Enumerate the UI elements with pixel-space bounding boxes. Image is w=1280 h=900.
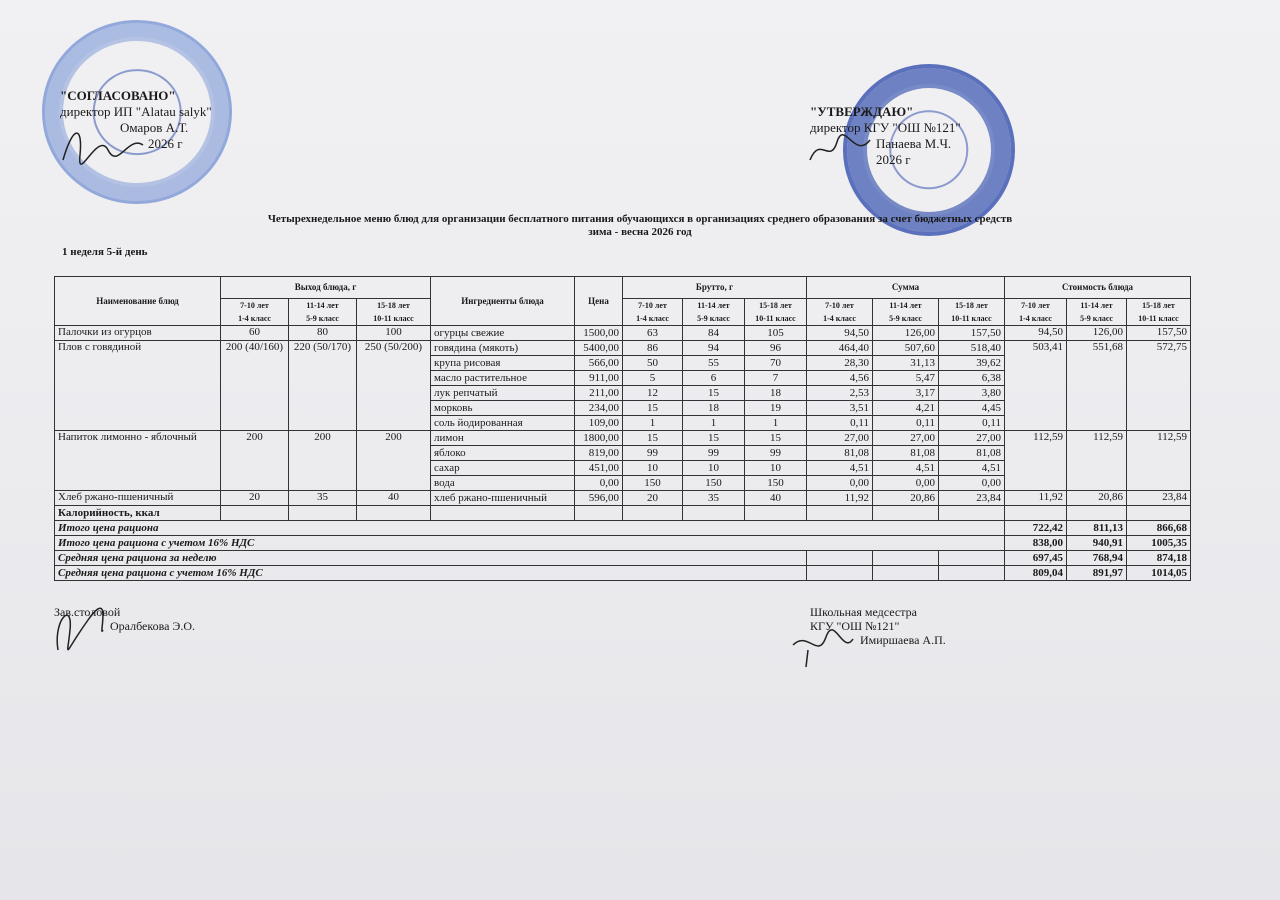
header-group-age: 7-10 лет: [825, 301, 854, 310]
week-day-label: 1 неделя 5-й день: [62, 246, 148, 258]
header-gross-group-2: [745, 299, 807, 326]
dish-cost: 157,50: [1127, 326, 1191, 341]
ingredient-name: вода: [431, 476, 575, 491]
empty-cell: [1005, 506, 1067, 521]
empty-cell: [1067, 506, 1127, 521]
ingredient-name: яблоко: [431, 446, 575, 461]
ingredient-gross: 99: [745, 446, 807, 461]
ingredient-name: лимон: [431, 431, 575, 446]
header-group-class: 1-4 класс: [1019, 314, 1052, 323]
ingredient-sum: 23,84: [939, 491, 1005, 506]
calories-label: Калорийность, ккал: [55, 506, 221, 521]
header-group-age: 7-10 лет: [638, 301, 667, 310]
empty-cell: [431, 506, 575, 521]
total-label: Средняя цена рациона с учетом 16% НДС: [55, 566, 807, 581]
approval-approved-name: Панаева М.Ч.: [876, 136, 952, 151]
dish-cost: 112,59: [1067, 431, 1127, 491]
dish-cost: 94,50: [1005, 326, 1067, 341]
header-cost-group-2: [1127, 299, 1191, 326]
ingredient-gross: 15: [683, 431, 745, 446]
header-cost-group-0: [1005, 299, 1067, 326]
header-ingredients: Ингредиенты блюда: [431, 277, 575, 326]
ingredient-sum: 81,08: [873, 446, 939, 461]
total-value: 809,04: [1005, 566, 1067, 581]
dish-name: Плов с говядиной: [55, 341, 221, 431]
empty-cell: [807, 566, 873, 581]
ingredient-gross: 55: [683, 356, 745, 371]
signature-director-right: [805, 130, 875, 170]
dish-yield: 220 (50/170): [289, 341, 357, 431]
signature-director-left: [58, 120, 148, 170]
dish-yield: 200: [289, 431, 357, 491]
ingredient-price: 451,00: [575, 461, 623, 476]
ingredient-sum: 3,80: [939, 386, 1005, 401]
header-group-class: 5-9 класс: [1080, 314, 1113, 323]
table-row: [55, 431, 1191, 446]
ingredient-sum: 2,53: [807, 386, 873, 401]
ingredient-price: 1500,00: [575, 326, 623, 341]
dish-yield: 60: [221, 326, 289, 341]
ingredient-gross: 1: [623, 416, 683, 431]
dish-cost: 112,59: [1005, 431, 1067, 491]
ingredient-gross: 1: [683, 416, 745, 431]
empty-cell: [357, 506, 431, 521]
dish-name: Хлеб ржано-пшеничный: [55, 491, 221, 506]
signature-nurse-scribble: [788, 625, 858, 670]
dish-yield: 250 (50/200): [357, 341, 431, 431]
ingredient-name: крупа рисовая: [431, 356, 575, 371]
ingredient-gross: 10: [623, 461, 683, 476]
ingredient-sum: 11,92: [807, 491, 873, 506]
ingredient-gross: 150: [745, 476, 807, 491]
ingredient-gross: 105: [745, 326, 807, 341]
ingredient-sum: 5,47: [873, 371, 939, 386]
approval-agreed-heading: "СОГЛАСОВАНО": [60, 88, 176, 103]
ingredient-gross: 15: [683, 386, 745, 401]
empty-cell: [939, 506, 1005, 521]
total-label: Итого цена рациона: [55, 521, 1005, 536]
dish-yield: 35: [289, 491, 357, 506]
dish-cost: 572,75: [1127, 341, 1191, 431]
ingredient-gross: 99: [683, 446, 745, 461]
dish-name: Палочки из огурцов: [55, 326, 221, 341]
ingredient-price: 911,00: [575, 371, 623, 386]
ingredient-name: масло растительное: [431, 371, 575, 386]
total-value: 697,45: [1005, 551, 1067, 566]
ingredient-sum: 0,11: [939, 416, 1005, 431]
ingredient-gross: 19: [745, 401, 807, 416]
ingredient-gross: 15: [623, 401, 683, 416]
ingredient-sum: 27,00: [939, 431, 1005, 446]
ingredient-gross: 40: [745, 491, 807, 506]
ingredient-gross: 10: [745, 461, 807, 476]
ingredient-name: говядина (мякоть): [431, 341, 575, 356]
header-group-class: 5-9 класс: [697, 314, 730, 323]
table-row: [55, 326, 1191, 341]
ingredient-sum: 4,56: [807, 371, 873, 386]
ingredient-sum: 4,51: [873, 461, 939, 476]
ingredient-sum: 31,13: [873, 356, 939, 371]
ingredient-sum: 157,50: [939, 326, 1005, 341]
signature-nurse-org: КГУ "ОШ №121": [810, 619, 900, 633]
header-group-class: 10-11 класс: [1138, 314, 1179, 323]
header-group-age: 7-10 лет: [240, 301, 269, 310]
signature-nurse-name: Имиршаева А.П.: [860, 633, 946, 647]
empty-cell: [1127, 506, 1191, 521]
dish-yield: 200: [357, 431, 431, 491]
dish-yield: 40: [357, 491, 431, 506]
ingredient-name: морковь: [431, 401, 575, 416]
total-value: 1005,35: [1127, 536, 1191, 551]
signature-nurse-title: Школьная медсестра: [810, 605, 917, 619]
empty-cell: [939, 551, 1005, 566]
ingredient-sum: 4,51: [939, 461, 1005, 476]
ingredient-sum: 3,51: [807, 401, 873, 416]
header-gross-group-1: [683, 299, 745, 326]
ingredient-gross: 96: [745, 341, 807, 356]
dish-yield: 20: [221, 491, 289, 506]
header-sum: Сумма: [807, 277, 1005, 299]
ingredient-gross: 20: [623, 491, 683, 506]
header-group-age: 11-14 лет: [889, 301, 922, 310]
approval-approved-heading: "УТВЕРЖДАЮ": [810, 104, 914, 119]
ingredient-price: 0,00: [575, 476, 623, 491]
ingredient-price: 211,00: [575, 386, 623, 401]
approval-agreed-date: 2026 г: [148, 136, 183, 151]
ingredient-sum: 6,38: [939, 371, 1005, 386]
ingredient-sum: 28,30: [807, 356, 873, 371]
ingredient-sum: 0,11: [873, 416, 939, 431]
total-label: Средняя цена рациона за неделю: [55, 551, 807, 566]
ingredient-price: 596,00: [575, 491, 623, 506]
ingredient-gross: 86: [623, 341, 683, 356]
header-group-class: 10-11 класс: [373, 314, 414, 323]
ingredient-sum: 464,40: [807, 341, 873, 356]
empty-cell: [873, 506, 939, 521]
dish-cost: 23,84: [1127, 491, 1191, 506]
header-group-class: 10-11 класс: [951, 314, 992, 323]
dish-cost: 112,59: [1127, 431, 1191, 491]
empty-cell: [873, 566, 939, 581]
ingredient-name: сахар: [431, 461, 575, 476]
total-value: 1014,05: [1127, 566, 1191, 581]
ingredient-gross: 50: [623, 356, 683, 371]
header-yield-group-1: [289, 299, 357, 326]
header-price: Цена: [575, 277, 623, 326]
header-group-class: 1-4 класс: [238, 314, 271, 323]
header-cost-group-1: [1067, 299, 1127, 326]
header-group-age: 11-14 лет: [697, 301, 730, 310]
total-row: [55, 536, 1191, 551]
dish-cost: 126,00: [1067, 326, 1127, 341]
signature-cook-name: Оралбекова Э.О.: [110, 619, 196, 633]
total-value: 866,68: [1127, 521, 1191, 536]
dish-cost: 20,86: [1067, 491, 1127, 506]
ingredient-price: 109,00: [575, 416, 623, 431]
empty-cell: [575, 506, 623, 521]
total-value: 838,00: [1005, 536, 1067, 551]
ingredient-sum: 0,00: [939, 476, 1005, 491]
approval-agreed-name: Омаров А.Т.: [120, 120, 189, 135]
signature-cook-scribble: [48, 600, 108, 656]
document-title-line1: Четырехнедельное меню блюд для организации бесплатного питания обучающихся в организациях среднего образования за счет бюджетных средств: [267, 213, 1013, 225]
ingredient-gross: 150: [683, 476, 745, 491]
header-gross-group-0: [623, 299, 683, 326]
header-group-age: 15-18 лет: [955, 301, 988, 310]
ingredient-sum: 81,08: [939, 446, 1005, 461]
ingredient-gross: 15: [623, 431, 683, 446]
total-value: 768,94: [1067, 551, 1127, 566]
ingredient-sum: 4,45: [939, 401, 1005, 416]
header-sum-group-1: [873, 299, 939, 326]
header-group-age: 15-18 лет: [759, 301, 792, 310]
table-row: [55, 341, 1191, 356]
ingredient-price: 819,00: [575, 446, 623, 461]
header-group-age: 15-18 лет: [377, 301, 410, 310]
ingredient-gross: 10: [683, 461, 745, 476]
ingredient-gross: 7: [745, 371, 807, 386]
ingredient-sum: 81,08: [807, 446, 873, 461]
header-group-class: 1-4 класс: [636, 314, 669, 323]
total-value: 891,97: [1067, 566, 1127, 581]
header-group-class: 1-4 класс: [823, 314, 856, 323]
ingredient-name: хлеб ржано-пшеничный: [431, 491, 575, 506]
dish-cost: 503,41: [1005, 341, 1067, 431]
ingredient-price: 1800,00: [575, 431, 623, 446]
menu-table: [54, 276, 1191, 581]
header-cost: Стоимость блюда: [1005, 277, 1191, 299]
header-sum-group-2: [939, 299, 1005, 326]
ingredient-sum: 507,60: [873, 341, 939, 356]
ingredient-sum: 27,00: [873, 431, 939, 446]
ingredient-name: лук репчатый: [431, 386, 575, 401]
header-group-age: 11-14 лет: [306, 301, 339, 310]
ingredient-gross: 15: [745, 431, 807, 446]
ingredient-gross: 70: [745, 356, 807, 371]
ingredient-gross: 99: [623, 446, 683, 461]
ingredient-gross: 6: [683, 371, 745, 386]
header-group-class: 10-11 класс: [755, 314, 796, 323]
ingredient-price: 234,00: [575, 401, 623, 416]
dish-yield: 80: [289, 326, 357, 341]
empty-cell: [807, 551, 873, 566]
ingredient-gross: 18: [745, 386, 807, 401]
header-group-age: 11-14 лет: [1080, 301, 1113, 310]
header-yield-group-2: [357, 299, 431, 326]
ingredient-sum: 20,86: [873, 491, 939, 506]
signature-cook-title: Зав.столовой: [54, 605, 121, 619]
empty-cell: [807, 506, 873, 521]
dish-yield: 200: [221, 431, 289, 491]
approval-agreed-position: директор ИП "Alatau salyk": [60, 104, 212, 119]
header-group-class: 5-9 класс: [306, 314, 339, 323]
ingredient-sum: 3,17: [873, 386, 939, 401]
ingredient-gross: 84: [683, 326, 745, 341]
ingredient-price: 566,00: [575, 356, 623, 371]
header-yield-group-0: [221, 299, 289, 326]
ingredient-sum: 0,00: [873, 476, 939, 491]
ingredient-sum: 0,11: [807, 416, 873, 431]
approval-approved-position: директор КГУ "ОШ №121": [810, 120, 961, 135]
ingredient-gross: 63: [623, 326, 683, 341]
total-row: [55, 521, 1191, 536]
header-group-age: 15-18 лет: [1142, 301, 1175, 310]
dish-cost: 551,68: [1067, 341, 1127, 431]
ingredient-sum: 27,00: [807, 431, 873, 446]
ingredient-price: 5400,00: [575, 341, 623, 356]
empty-cell: [683, 506, 745, 521]
dish-yield: 200 (40/160): [221, 341, 289, 431]
dish-name: Напиток лимонно - яблочный: [55, 431, 221, 491]
ingredient-sum: 39,62: [939, 356, 1005, 371]
ingredient-name: соль йодированная: [431, 416, 575, 431]
ingredient-sum: 126,00: [873, 326, 939, 341]
ingredient-gross: 18: [683, 401, 745, 416]
empty-cell: [221, 506, 289, 521]
ingredient-name: огурцы свежие: [431, 326, 575, 341]
empty-cell: [289, 506, 357, 521]
header-group-class: 5-9 класс: [889, 314, 922, 323]
document-title: [200, 213, 1080, 239]
header-dish: Наименование блюд: [55, 277, 221, 326]
ingredient-gross: 35: [683, 491, 745, 506]
ingredient-gross: 5: [623, 371, 683, 386]
table-row: [55, 491, 1191, 506]
total-value: 874,18: [1127, 551, 1191, 566]
header-sum-group-0: [807, 299, 873, 326]
dish-cost: 11,92: [1005, 491, 1067, 506]
ingredient-gross: 150: [623, 476, 683, 491]
ingredient-gross: 94: [683, 341, 745, 356]
empty-cell: [873, 551, 939, 566]
ingredient-sum: 94,50: [807, 326, 873, 341]
ingredient-sum: 4,51: [807, 461, 873, 476]
calories-row: [55, 506, 1191, 521]
total-value: 811,13: [1067, 521, 1127, 536]
dish-yield: 100: [357, 326, 431, 341]
ingredient-gross: 1: [745, 416, 807, 431]
total-value: 940,91: [1067, 536, 1127, 551]
ingredient-sum: 4,21: [873, 401, 939, 416]
document-title-line2: зима - весна 2026 год: [588, 226, 692, 238]
total-label: Итого цена рациона с учетом 16% НДС: [55, 536, 1005, 551]
total-row: [55, 566, 1191, 581]
header-gross: Брутто, г: [623, 277, 807, 299]
empty-cell: [745, 506, 807, 521]
header-yield: Выход блюда, г: [221, 277, 431, 299]
ingredient-gross: 12: [623, 386, 683, 401]
total-row: [55, 551, 1191, 566]
empty-cell: [623, 506, 683, 521]
total-value: 722,42: [1005, 521, 1067, 536]
ingredient-sum: 518,40: [939, 341, 1005, 356]
empty-cell: [939, 566, 1005, 581]
ingredient-sum: 0,00: [807, 476, 873, 491]
approval-approved-date: 2026 г: [876, 152, 911, 167]
header-group-age: 7-10 лет: [1021, 301, 1050, 310]
